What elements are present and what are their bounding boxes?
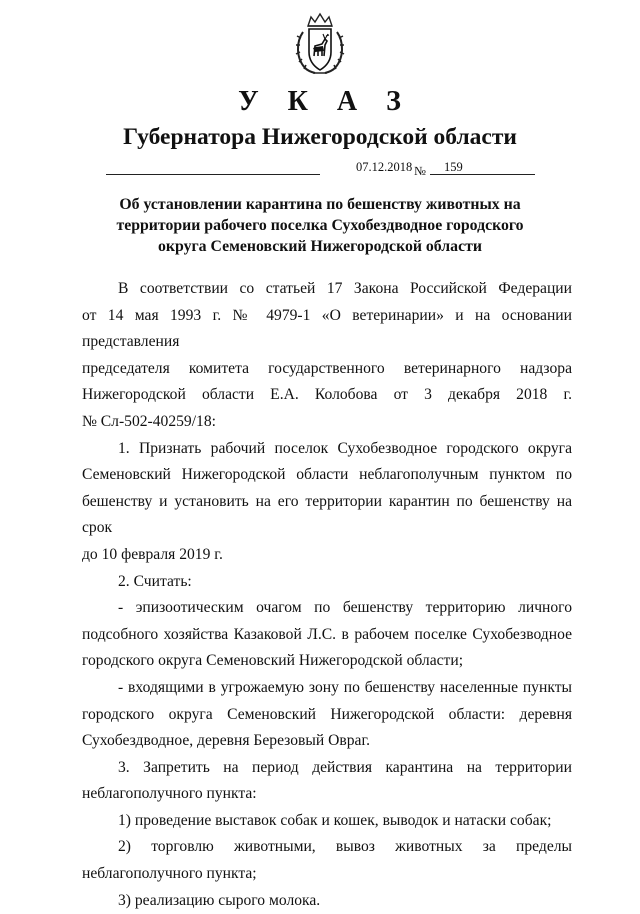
body-line: В соответствии со статьей 17 Закона Российской Федерации bbox=[118, 280, 572, 297]
coat-of-arms-icon bbox=[293, 12, 347, 78]
heading-line: территории рабочего поселка Сухобездводное городского bbox=[116, 217, 524, 234]
document-date: 07.12.2018 bbox=[356, 160, 413, 174]
body-line: Сухобездводное, деревня Березовый Овраг. bbox=[82, 732, 371, 750]
document-title: У К А З bbox=[238, 86, 412, 117]
body-line: городского округа Семеновский Нижегородской области: деревня bbox=[82, 705, 572, 723]
heading-line: Об установлении карантина по бешенству животных на bbox=[119, 196, 521, 213]
body-line: председателя комитета государственного ветеринарного надзора bbox=[82, 359, 572, 377]
body-line: от 14 мая 1993 г. № 4979-1 «О ветеринарии» и на основании представления bbox=[82, 306, 572, 351]
body-line: 2. Считать: bbox=[118, 572, 192, 590]
body-line: № Сл-502-40259/18: bbox=[82, 412, 216, 430]
signature-line bbox=[106, 174, 320, 175]
document-issuer: Губернатора Нижегородской области bbox=[123, 124, 517, 150]
body-line: до 10 февраля 2019 г. bbox=[82, 545, 223, 563]
body-line: бешенству и установить на его территории карантин по бешенству на срок bbox=[82, 492, 572, 537]
body-line: 3) реализацию сырого молока. bbox=[118, 891, 321, 909]
body-line: 1) проведение выставок собак и кошек, выводок и натаски собак; bbox=[118, 811, 552, 829]
body-line: - эпизоотическим очагом по бешенству территорию личного bbox=[118, 599, 572, 617]
body-line: подсобного хозяйства Казаковой Л.С. в рабочем поселке Сухобезводное bbox=[82, 625, 572, 643]
number-label: № bbox=[414, 164, 426, 178]
document-number: 159 bbox=[444, 160, 463, 174]
body-line: неблагополучного пункта; bbox=[82, 865, 257, 883]
body-line: неблагополучного пункта: bbox=[82, 785, 257, 803]
heading-line: округа Семеновский Нижегородской области bbox=[158, 238, 482, 255]
number-field bbox=[430, 160, 535, 175]
document-body bbox=[82, 276, 572, 914]
body-line: Нижегородской области Е.А. Колобова от 3 декабря 2018 г. bbox=[82, 386, 572, 404]
body-line: 2) торговлю животными, вывоз животных за пределы bbox=[118, 838, 572, 856]
body-line: городского округа Семеновский Нижегородской области; bbox=[82, 652, 464, 670]
body-line: - входящими в угрожаемую зону по бешенству населенные пункты bbox=[118, 678, 572, 696]
body-line: 3. Запретить на период действия карантина на территории bbox=[118, 758, 572, 776]
document-heading bbox=[100, 194, 540, 257]
body-line: Семеновский Нижегородской области неблагополучным пунктом по bbox=[82, 466, 572, 484]
body-line: 1. Признать рабочий поселок Сухобезводное городского округа bbox=[118, 439, 572, 457]
